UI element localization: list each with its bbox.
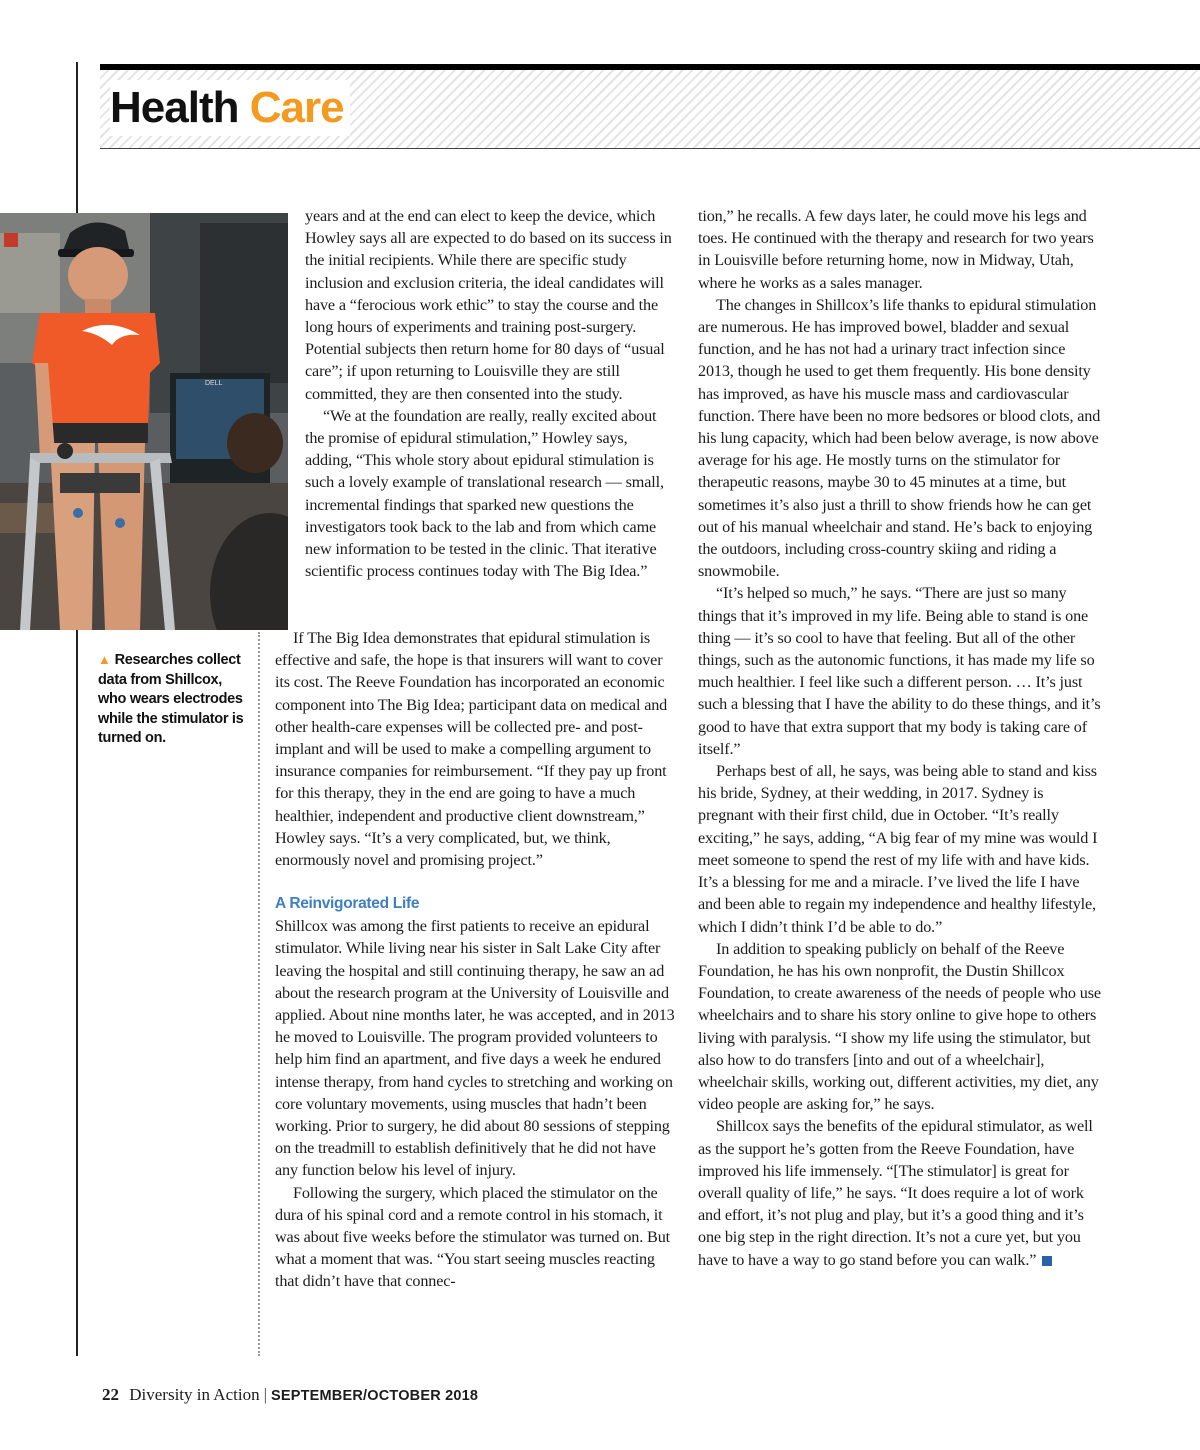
section-title-word2: Care [249,83,344,132]
article-column-2 [698,205,1102,1271]
article-column-1-bottom [275,627,677,1293]
end-square-icon [1042,1256,1052,1266]
paragraph: Following the surgery, which placed the stimulator on the dura of his spinal cord and a remote control in his stomach, it was about five weeks before the stimulator was turned on. But what a moment that was. “You start seeing muscles reacting that didn’t have that connec- [275,1183,670,1291]
header-bottom-rule [100,148,1200,149]
section-title [110,80,350,136]
article-column-1-top [305,205,677,582]
issue-date: SEPTEMBER/OCTOBER 2018 [270,1388,479,1404]
photo-researcher-with-walker [0,213,288,630]
photo-caption [98,650,248,749]
page-number: 22 [102,1385,119,1404]
paragraph: “It’s helped so much,” he says. “There are just so many things that it’s improved in my life. Being able to stand is one thing — it’s so cool to have that feeling. But all of the other things, such as the autonomic functions, it has made my life so much healthier. I feel like such a different person. … It’s just such a blessing that I have the ability to do these things, and it’s good to have that extra support that my body is taking care of itself.” [698,584,1101,758]
paragraph: Perhaps best of all, he says, was being able to stand and kiss his bride, Sydney, at their wedding, in 2017. Sydney is pregnant with their first child, due in October. “It’s really exciting,” he says, adding, “A big fear of my mine was would I meet someone to spend the rest of my life with and have kids. It’s a blessing for me and a miracle. I’ve lived the life I have and been able to regain my independence and healthy lifestyle, which I didn’t think I’d be able to do.” [698,762,1098,936]
caption-text: Researches collect data from Shillcox, who wears electrodes while the stimulator is turned on. [98,652,244,746]
paragraph: years and at the end can elect to keep the device, which Howley says all are expected to do based on its success in the initial recipients. While there are specific study inclusion and exclusion criteria, the ideal candidates will have a “ferocious work ethic” to stay the course and the long hours of experiments and training post-surgery. Potential subjects then return home for 80 days of “usual care”; if upon returning to Louisville they are still committed, they are then consented into the study. [305,207,672,403]
article-subhead: A Reinvigorated Life [275,895,420,913]
paragraph: tion,” he recalls. A few days later, he could move his legs and toes. He continued with the therapy and research for two years in Louisville before returning home, now in Midway, Utah, where he works as a sales manager. [698,207,1094,292]
paragraph-final-text: Shillcox says the benefits of the epidural stimulator, as well as the support he’s gotten from the Reeve Foundation, have improved his life immensely. “[The stimulator] is great for overall quality of life,” he says. “It does require a lot of work and effort, it’s not plug and play, but it’s a good thing and it’s one big step in the right direction. It’s not a cure yet, but you have to have a way to go stand before you can walk.” [698,1117,1093,1269]
footer-separator: | [263,1385,267,1404]
paragraph: In addition to speaking publicly on behalf of the Reeve Foundation, he has his own nonprofit, the Dustin Shillcox Foundation, to create awareness of the needs of people who use wheelchairs and to share his story online to give hope to others living with paralysis. “I show my life using the stimulator, but also how to do transfers [into and out of a wheelchair], wheelchair skills, working out, different activities, my diet, any video people are asking for,” he says. [698,939,1101,1114]
page-footer [102,1384,478,1407]
article-photo [0,213,288,630]
paragraph: “We at the foundation are really, really excited about the promise of epidural stimulation,” Howley says, adding, “This whole story about epidural stimulation is such a lovely example of translational research — small, incremental findings that sparked new questions the investigators took back to the lab and from which came new information to be tested in the clinic. That iterative scientific process continues today with The Big Idea.” [305,406,664,581]
paragraph-final [698,1115,1102,1270]
paragraph: The changes in Shillcox’s life thanks to epidural stimulation are numerous. He has improved bowel, bladder and sexual function, and he has not had a urinary tract infection since 2013, though he used to get them frequently. His bone density has improved, as have his muscle mass and cardiovascular function. There have been no more bedsores or blood clots, and his lung capacity, which had been below average, is now above average for his age. He mostly turns on the stimulator for therapeutic reasons, maybe 30 to 45 minutes at a time, but sometimes it’s also just a thrill to show friends how he can get out of his manual wheelchair and stand. He’s back to enjoying the outdoors, including cross-country skiing and riding a snowmobile. [698,295,1101,581]
paragraph: Shillcox was among the first patients to receive an epidural stimulator. While living near his sister in Salt Lake City after leaving the hospital and still continuing therapy, he saw an ad about the research program at the University of Louisville and applied. About nine months later, he was accepted, and in 2013 he moved to Louisville. The program provided volunteers to help him find an apartment, and five days a week he endured intense therapy, from hand cycles to stretching and working on core voluntary movements, using muscles that hadn’t been working. Prior to surgery, he did about 80 sessions of stepping on the treadmill to establish definitively that he did not have any function below his level of injury. [275,917,675,1180]
triangle-up-icon: ▲ [98,652,111,667]
section-title-word1: Health [110,83,239,132]
caption-dotted-rule [258,632,260,1356]
publication-name: Diversity in Action [129,1385,260,1404]
monitor-label: DELL [205,380,223,387]
paragraph: If The Big Idea demonstrates that epidural stimulation is effective and safe, the hope is that insurers will want to cover its cost. The Reeve Foundation has incorporated an economic component into The Big Idea; participant data on medical and other health-care expenses will be collected pre- and post-implant and will be used to make a compelling argument to insurance companies for reimbursement. “If they pay up front for this therapy, they in the end are going to have a much healthier, independent and productive client downstream,” Howley says. “It’s a very complicated, but, we think, enormously novel and promising project.” [275,629,668,870]
